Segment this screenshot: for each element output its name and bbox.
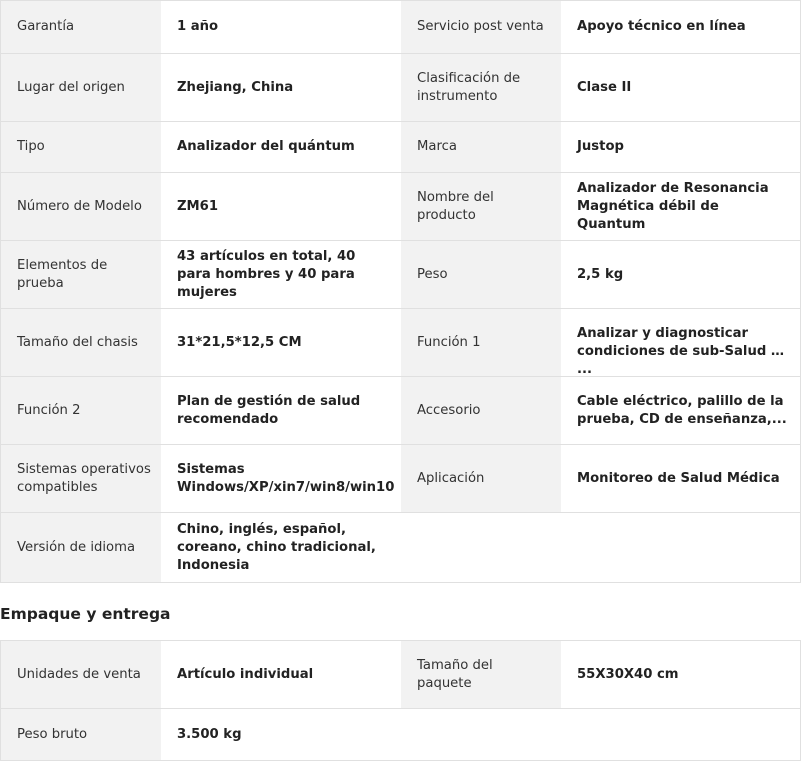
attribute-value-empty <box>561 513 800 582</box>
attribute-value: Analizador de Resonancia Magnética débil de Quantum <box>561 173 800 240</box>
attribute-value-text: Analizar y diagnosticar condiciones de sub-Salud en ... <box>577 325 790 377</box>
attribute-value: 43 artículos en total, 40 para hombres y 40 para mujeres <box>161 241 401 308</box>
attribute-label: Lugar del origen <box>1 54 161 121</box>
packaging-label: Peso bruto <box>1 709 161 760</box>
attribute-label: Marca <box>401 122 561 172</box>
attribute-label: Tamaño del chasis <box>1 309 161 376</box>
attribute-label: Aplicación <box>401 445 561 512</box>
attribute-row <box>1 445 800 513</box>
attribute-value: 1 año <box>161 1 401 53</box>
attribute-row <box>1 122 800 173</box>
attribute-value: ZM61 <box>161 173 401 240</box>
attribute-value: 2,5 kg <box>561 241 800 308</box>
attribute-value <box>561 309 800 376</box>
attribute-label: Tipo <box>1 122 161 172</box>
attribute-label: Accesorio <box>401 377 561 444</box>
attribute-row <box>1 513 800 582</box>
packaging-value: 55X30X40 cm <box>561 641 800 708</box>
attribute-value: 31*21,5*12,5 CM <box>161 309 401 376</box>
attribute-value: Sistemas Windows/XP/xin7/win8/win10 <box>161 445 401 512</box>
attribute-label: Servicio post venta <box>401 1 561 53</box>
attribute-value: Analizador del quántum <box>161 122 401 172</box>
attribute-label: Función 1 <box>401 309 561 376</box>
attribute-label: Peso <box>401 241 561 308</box>
packaging-row <box>1 709 800 760</box>
attribute-value <box>561 377 800 444</box>
attribute-row <box>1 241 800 309</box>
attribute-label: Nombre del producto <box>401 173 561 240</box>
attribute-value: Plan de gestión de salud recomendado <box>161 377 401 444</box>
packaging-section-title: Empaque y entrega <box>0 605 171 623</box>
attribute-label: Número de Modelo <box>1 173 161 240</box>
packaging-value-empty <box>561 709 800 760</box>
attribute-label: Función 2 <box>1 377 161 444</box>
attribute-label-empty <box>401 513 561 582</box>
attribute-row <box>1 54 800 122</box>
attribute-label: Garantía <box>1 1 161 53</box>
packaging-label: Unidades de venta <box>1 641 161 708</box>
attribute-value: Zhejiang, China <box>161 54 401 121</box>
attribute-value: Monitoreo de Salud Médica <box>561 445 800 512</box>
attribute-label: Versión de idioma <box>1 513 161 582</box>
packaging-row <box>1 641 800 709</box>
attribute-value: Chino, inglés, español, coreano, chino tradicional, Indonesia <box>161 513 401 582</box>
attribute-value: Apoyo técnico en línea <box>561 1 800 53</box>
attribute-value: Clase II <box>561 54 800 121</box>
packaging-table <box>0 640 801 761</box>
attribute-label: Elementos de prueba <box>1 241 161 308</box>
attribute-row <box>1 309 800 377</box>
attribute-label: Clasificación de instrumento <box>401 54 561 121</box>
attribute-value: Justop <box>561 122 800 172</box>
attribute-label: Sistemas operativos compatibles <box>1 445 161 512</box>
attribute-row <box>1 377 800 445</box>
packaging-value: Artículo individual <box>161 641 401 708</box>
packaging-label-empty <box>401 709 561 760</box>
packaging-value: 3.500 kg <box>161 709 401 760</box>
attribute-row <box>1 1 800 54</box>
packaging-label: Tamaño del paquete <box>401 641 561 708</box>
attribute-value-text: Cable eléctrico, palillo de la prueba, CD de enseñanza,... <box>577 393 787 427</box>
attribute-row <box>1 173 800 241</box>
